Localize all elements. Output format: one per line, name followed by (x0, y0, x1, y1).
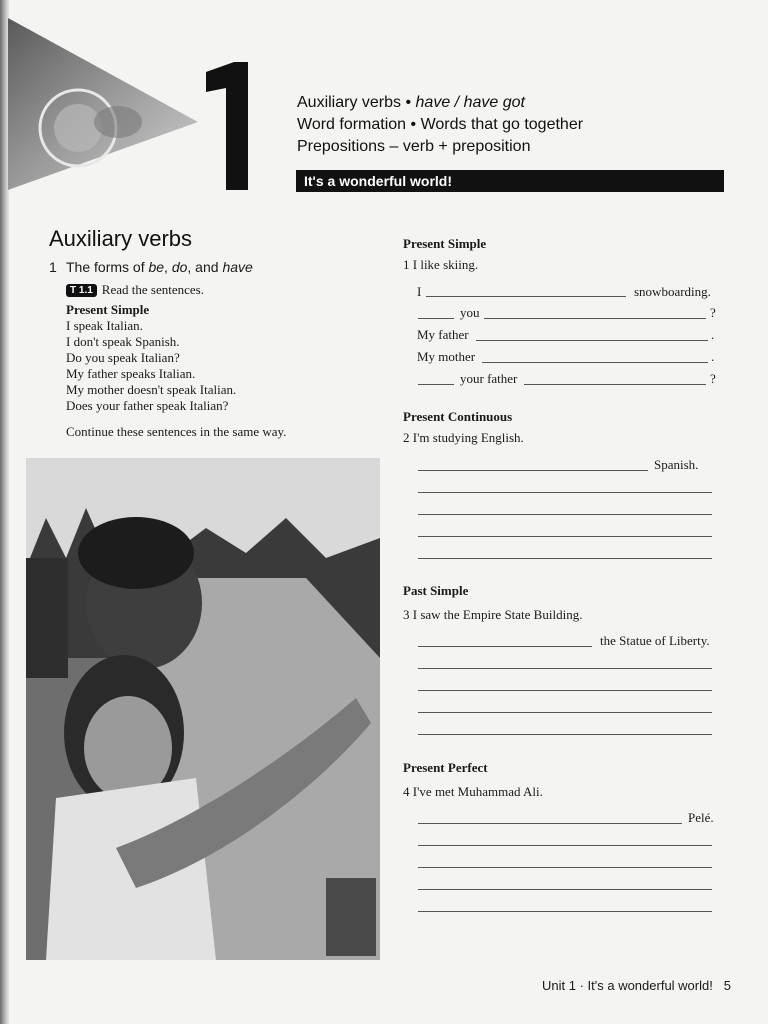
answer-line[interactable] (418, 889, 712, 890)
example-sentence: Do you speak Italian? (66, 350, 180, 365)
answer-line[interactable] (418, 536, 712, 537)
answer-line[interactable] (418, 712, 712, 713)
answer-blank[interactable] (418, 823, 682, 824)
answer-blank[interactable] (476, 340, 708, 341)
exercise-1-title: 1 The forms of be, do, and have (49, 259, 253, 275)
topic-line-3: Prepositions – verb + preposition (297, 138, 531, 155)
example-sentence: My mother doesn't speak Italian. (66, 382, 237, 397)
prompt-sentence-1: 1 I like skiing. (403, 257, 479, 272)
answer-line[interactable] (418, 668, 712, 669)
example-sentence: My father speaks Italian. (66, 366, 196, 381)
prompt-sentence-3: 3 I saw the Empire State Building. (403, 607, 583, 622)
answer-blank[interactable] (484, 318, 706, 319)
section-past-simple: Past Simple (403, 583, 469, 598)
section-present-continuous: Present Continuous (403, 409, 513, 424)
answer-blank[interactable] (418, 318, 454, 319)
answer-blank[interactable] (418, 646, 592, 647)
answer-line[interactable] (418, 845, 712, 846)
continue-instruction: Continue these sentences in the same way. (66, 424, 287, 439)
answer-blank[interactable] (426, 296, 626, 297)
answer-line[interactable] (418, 690, 712, 691)
photo-hug (26, 458, 380, 960)
unit-number (202, 62, 248, 190)
example-sentence: I speak Italian. (66, 318, 143, 333)
unit-topics (297, 92, 583, 158)
topic-line-1: Auxiliary verbs • have / have got (297, 94, 525, 111)
answer-line[interactable] (418, 492, 712, 493)
unit-banner-image (8, 18, 198, 190)
answer-line[interactable] (418, 867, 712, 868)
page-number: 5 (723, 978, 731, 993)
topic-line-2: Word formation • Words that go together (297, 116, 584, 133)
example-sentences: Present Simple I speak Italian. I don't speak Spanish. Do you speak Italian? My father speaks Italian. My mother doesn't speak Italian. Does your father speak Italian? (66, 302, 237, 413)
answer-line[interactable] (418, 558, 712, 559)
audio-track-badge: T 1.1 (66, 284, 97, 297)
page-footer: Unit 1 · It's a wonderful world! 5 (542, 978, 731, 993)
section-heading: Auxiliary verbs (49, 226, 193, 251)
answer-blank[interactable] (418, 470, 648, 471)
answer-blank[interactable] (482, 362, 708, 363)
prompt-sentence-4: 4 I've met Muhammad Ali. (403, 784, 543, 799)
exercise-1-instruction: T 1.1 Read the sentences. (66, 282, 204, 298)
section-present-perfect: Present Perfect (403, 760, 488, 775)
example-sentence: Does your father speak Italian? (66, 398, 229, 413)
example-sentence: I don't speak Spanish. (66, 334, 180, 349)
answer-blank[interactable] (418, 384, 454, 385)
section-present-simple: Present Simple (403, 236, 487, 251)
answer-line[interactable] (418, 911, 712, 912)
answer-line[interactable] (418, 734, 712, 735)
answer-line[interactable] (418, 514, 712, 515)
unit-title-bar: It's a wonderful world! (296, 170, 724, 192)
prompt-sentence-2: 2 I'm studying English. (403, 430, 524, 445)
answer-blank[interactable] (524, 384, 706, 385)
